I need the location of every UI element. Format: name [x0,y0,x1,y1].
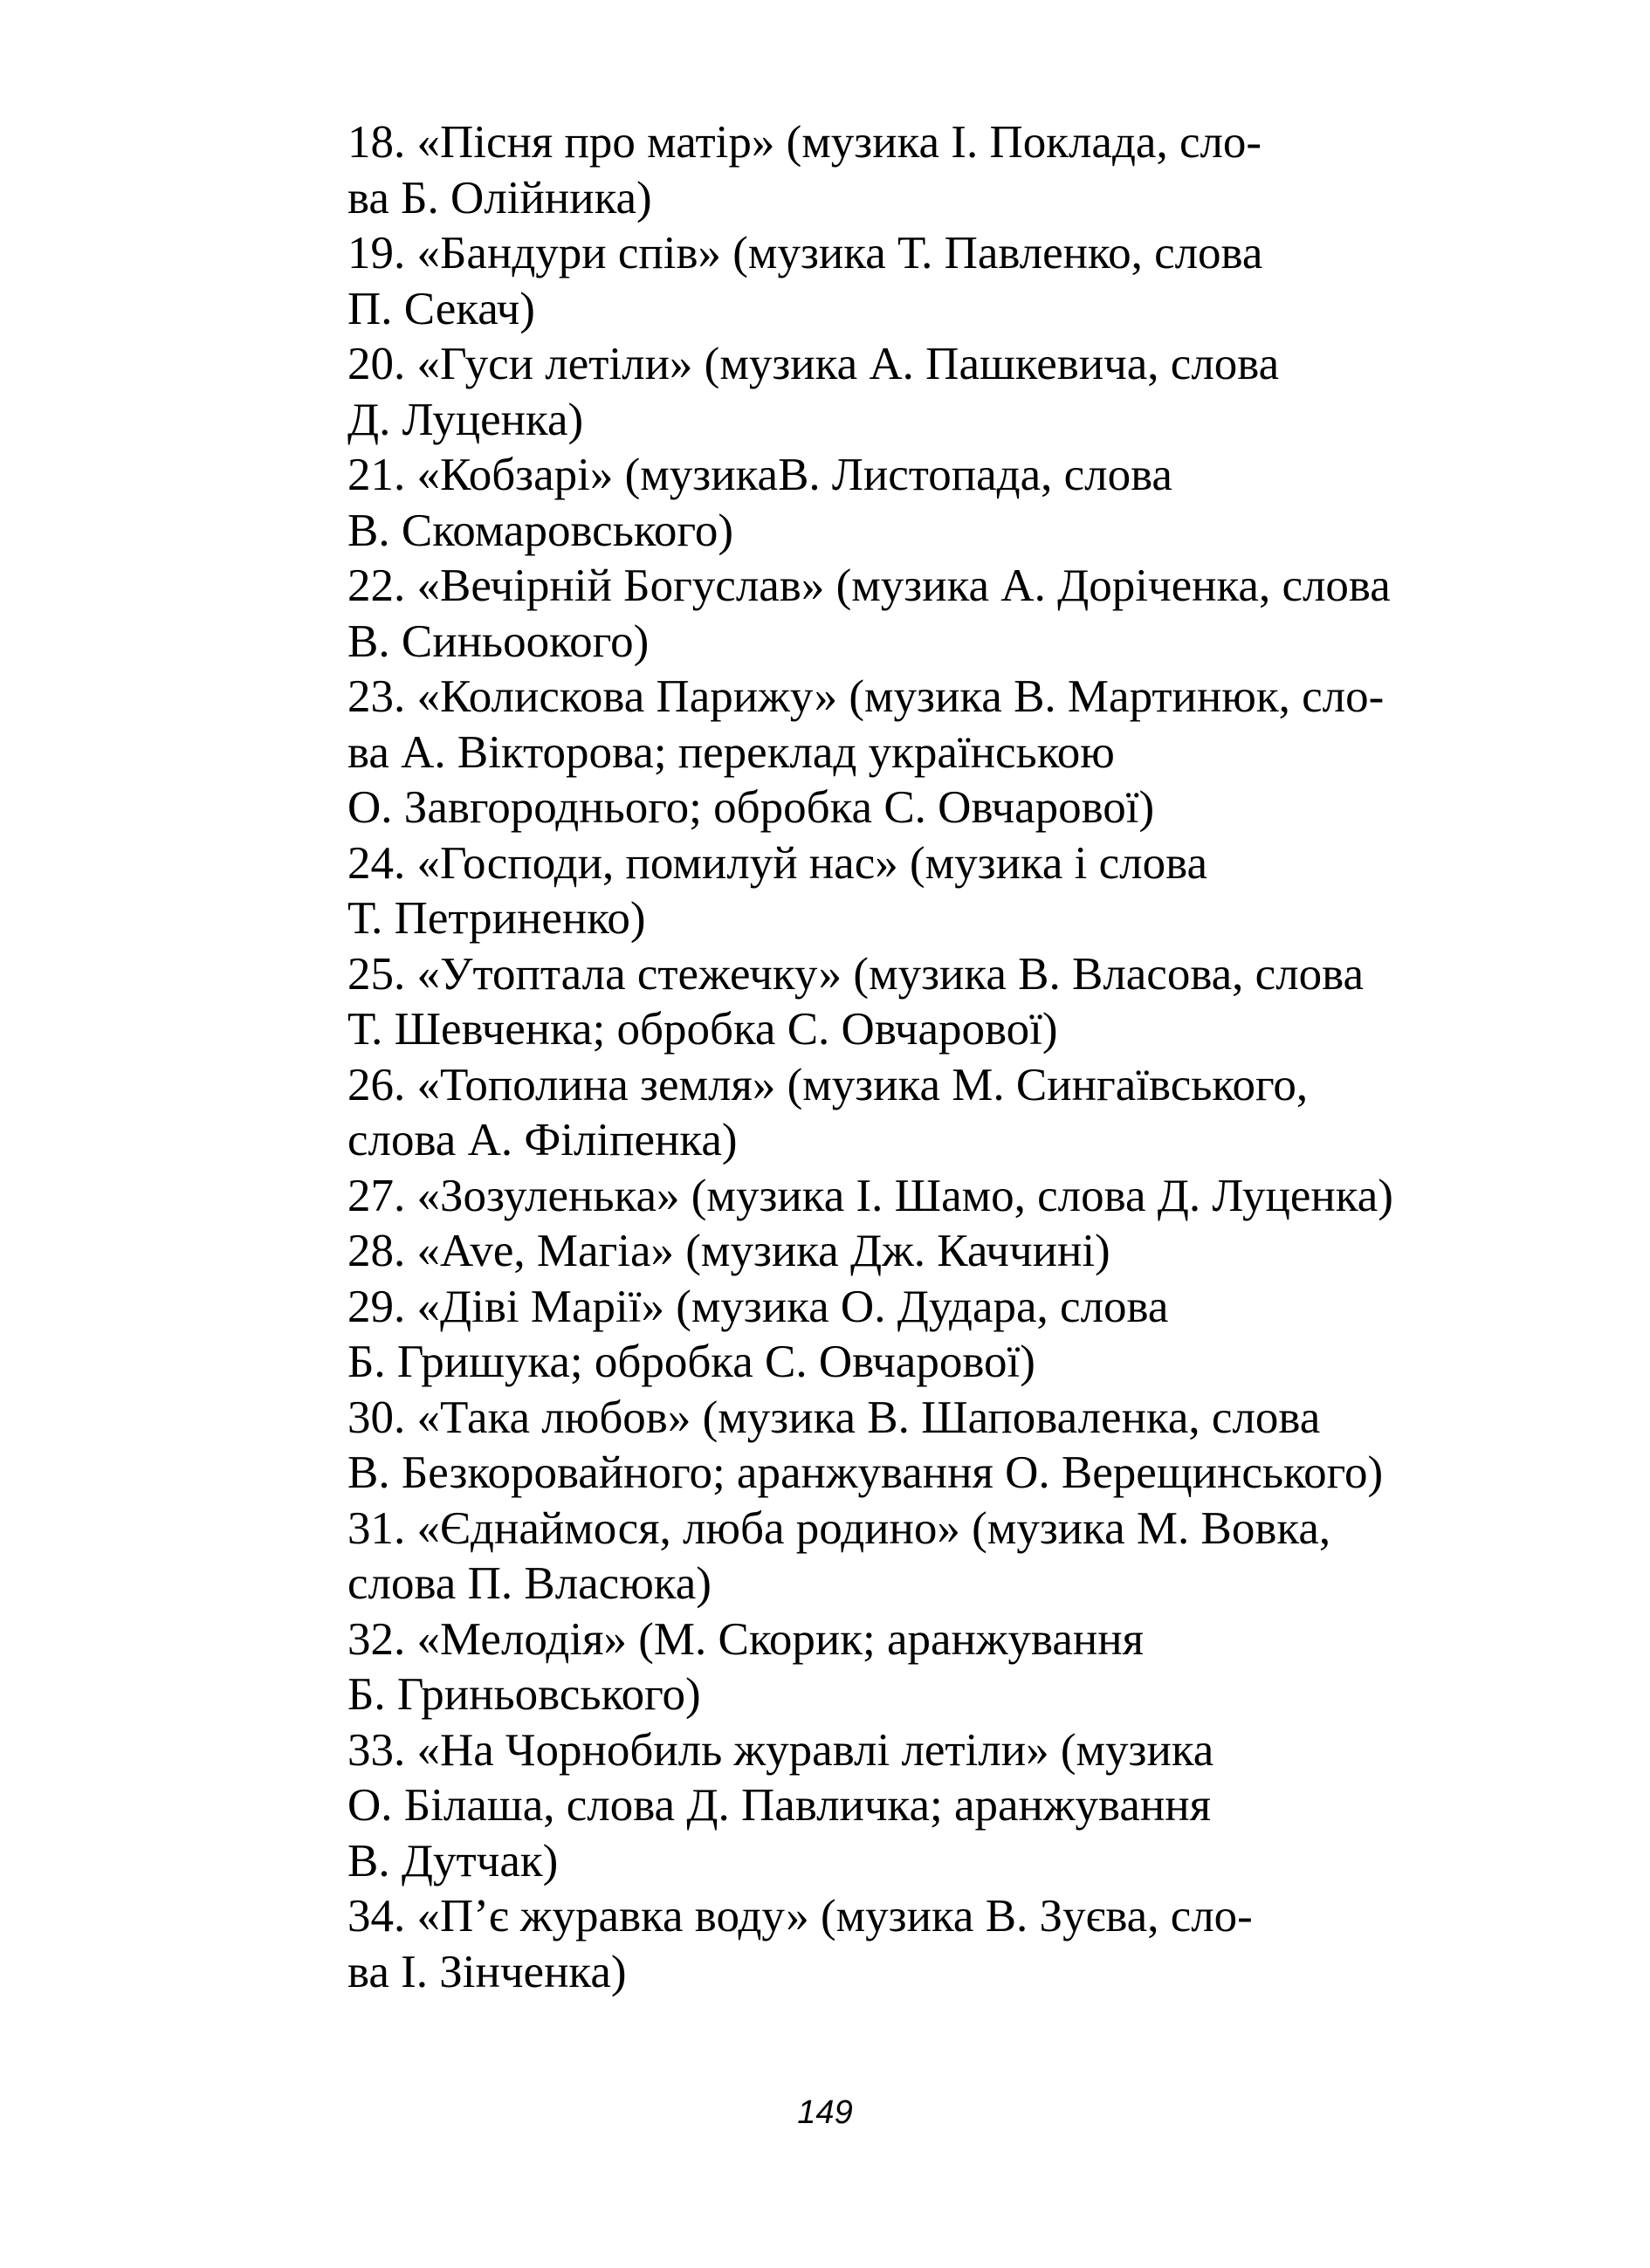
entry-line: 30. «Така любов» (музика В. Шаповаленка, слова [347,1392,1321,1443]
entry-line: ва І. Зінченка) [347,1946,627,1997]
list-item [347,559,1549,670]
entry-line: Д. Луценка) [347,394,584,445]
entry-line: 19. «Бандури спів» (музика Т. Павленко, слова [347,228,1263,278]
entry-line: слова П. Власюка) [347,1558,712,1609]
entry-line: Т. Петриненко) [347,893,646,944]
entry-line: 26. «Тополина земля» (музика М. Сингаївського, [347,1059,1309,1110]
list-item [347,226,1549,337]
list-item [347,1224,1549,1280]
entry-line: Б. Гришука; обробка С. Овчарової) [347,1337,1035,1387]
entry-line: 20. «Гуси летіли» (музика А. Пашкевича, слова [347,339,1280,389]
entry-line: 34. «П’є журавка воду» (музика В. Зуєва, сло- [347,1891,1253,1942]
entry-line: 33. «На Чорнобиль журавлі летіли» (музика [347,1724,1214,1776]
entry-line: 21. «Кобзарі» (музикаВ. Листопада, слова [347,450,1172,500]
page-number: 149 [797,2094,853,2131]
list-item [347,670,1549,836]
list-item [347,337,1549,448]
list-item [347,1723,1549,1890]
list-item [347,1280,1549,1391]
entry-line: В. Безкоровайного; аранжування О. Верещинського) [347,1447,1384,1498]
list-item [347,115,1549,226]
entry-line: 25. «Утоптала стежечку» (музика В. Власова, слова [347,948,1365,1000]
entry-line: Б. Гриньовського) [347,1669,701,1720]
list-item [347,1391,1549,1502]
entry-line: О. Білаша, слова Д. Павличка; аранжування [347,1780,1211,1831]
list-item [347,1169,1549,1225]
entry-line: 27. «Зозуленька» (музика І. Шамо, слова Д. Луценка) [347,1170,1393,1221]
entry-line: 29. «Діві Марії» (музика О. Дудара, слова [347,1281,1169,1332]
entry-line: 22. «Вечірній Богуслав» (музика А. Доріченка, слова [347,560,1391,611]
entry-line: 32. «Мелодія» (М. Скорик; аранжування [347,1613,1144,1665]
entry-line: слова А. Філіпенка) [347,1115,738,1165]
list-item [347,1889,1549,2000]
entry-line: 23. «Колискова Парижу» (музика В. Мартинюк, сло- [347,671,1385,722]
list-item [347,1502,1549,1612]
entry-line: 24. «Господи, помилуй нас» (музика і слова [347,837,1207,889]
entry-line: ва А. Вікторова; переклад українською [347,726,1115,778]
entry-line: 31. «Єднаймося, люба родино» (музика М. Вовка, [347,1502,1331,1554]
song-list [347,115,1549,2000]
entry-line: ва Б. Олійника) [347,172,652,223]
entry-line: В. Дутчак) [347,1835,559,1887]
entry-line: 18. «Пісня про матір» (музика І. Поклада, сло- [347,117,1262,168]
list-item [347,947,1549,1058]
entry-line: В. Скомаровського) [347,505,733,556]
list-item [347,448,1549,559]
list-item [347,1058,1549,1169]
entry-line: О. Завгороднього; обробка С. Овчарової) [347,782,1155,833]
entry-line: П. Секач) [347,283,535,334]
entry-line: 28. «Ave, Магіа» (музика Дж. Каччині) [347,1226,1110,1276]
list-item [347,836,1549,947]
entry-line: В. Синьоокого) [347,615,650,667]
entry-line: Т. Шевченка; обробка С. Овчарової) [347,1004,1058,1055]
list-item [347,1612,1549,1723]
